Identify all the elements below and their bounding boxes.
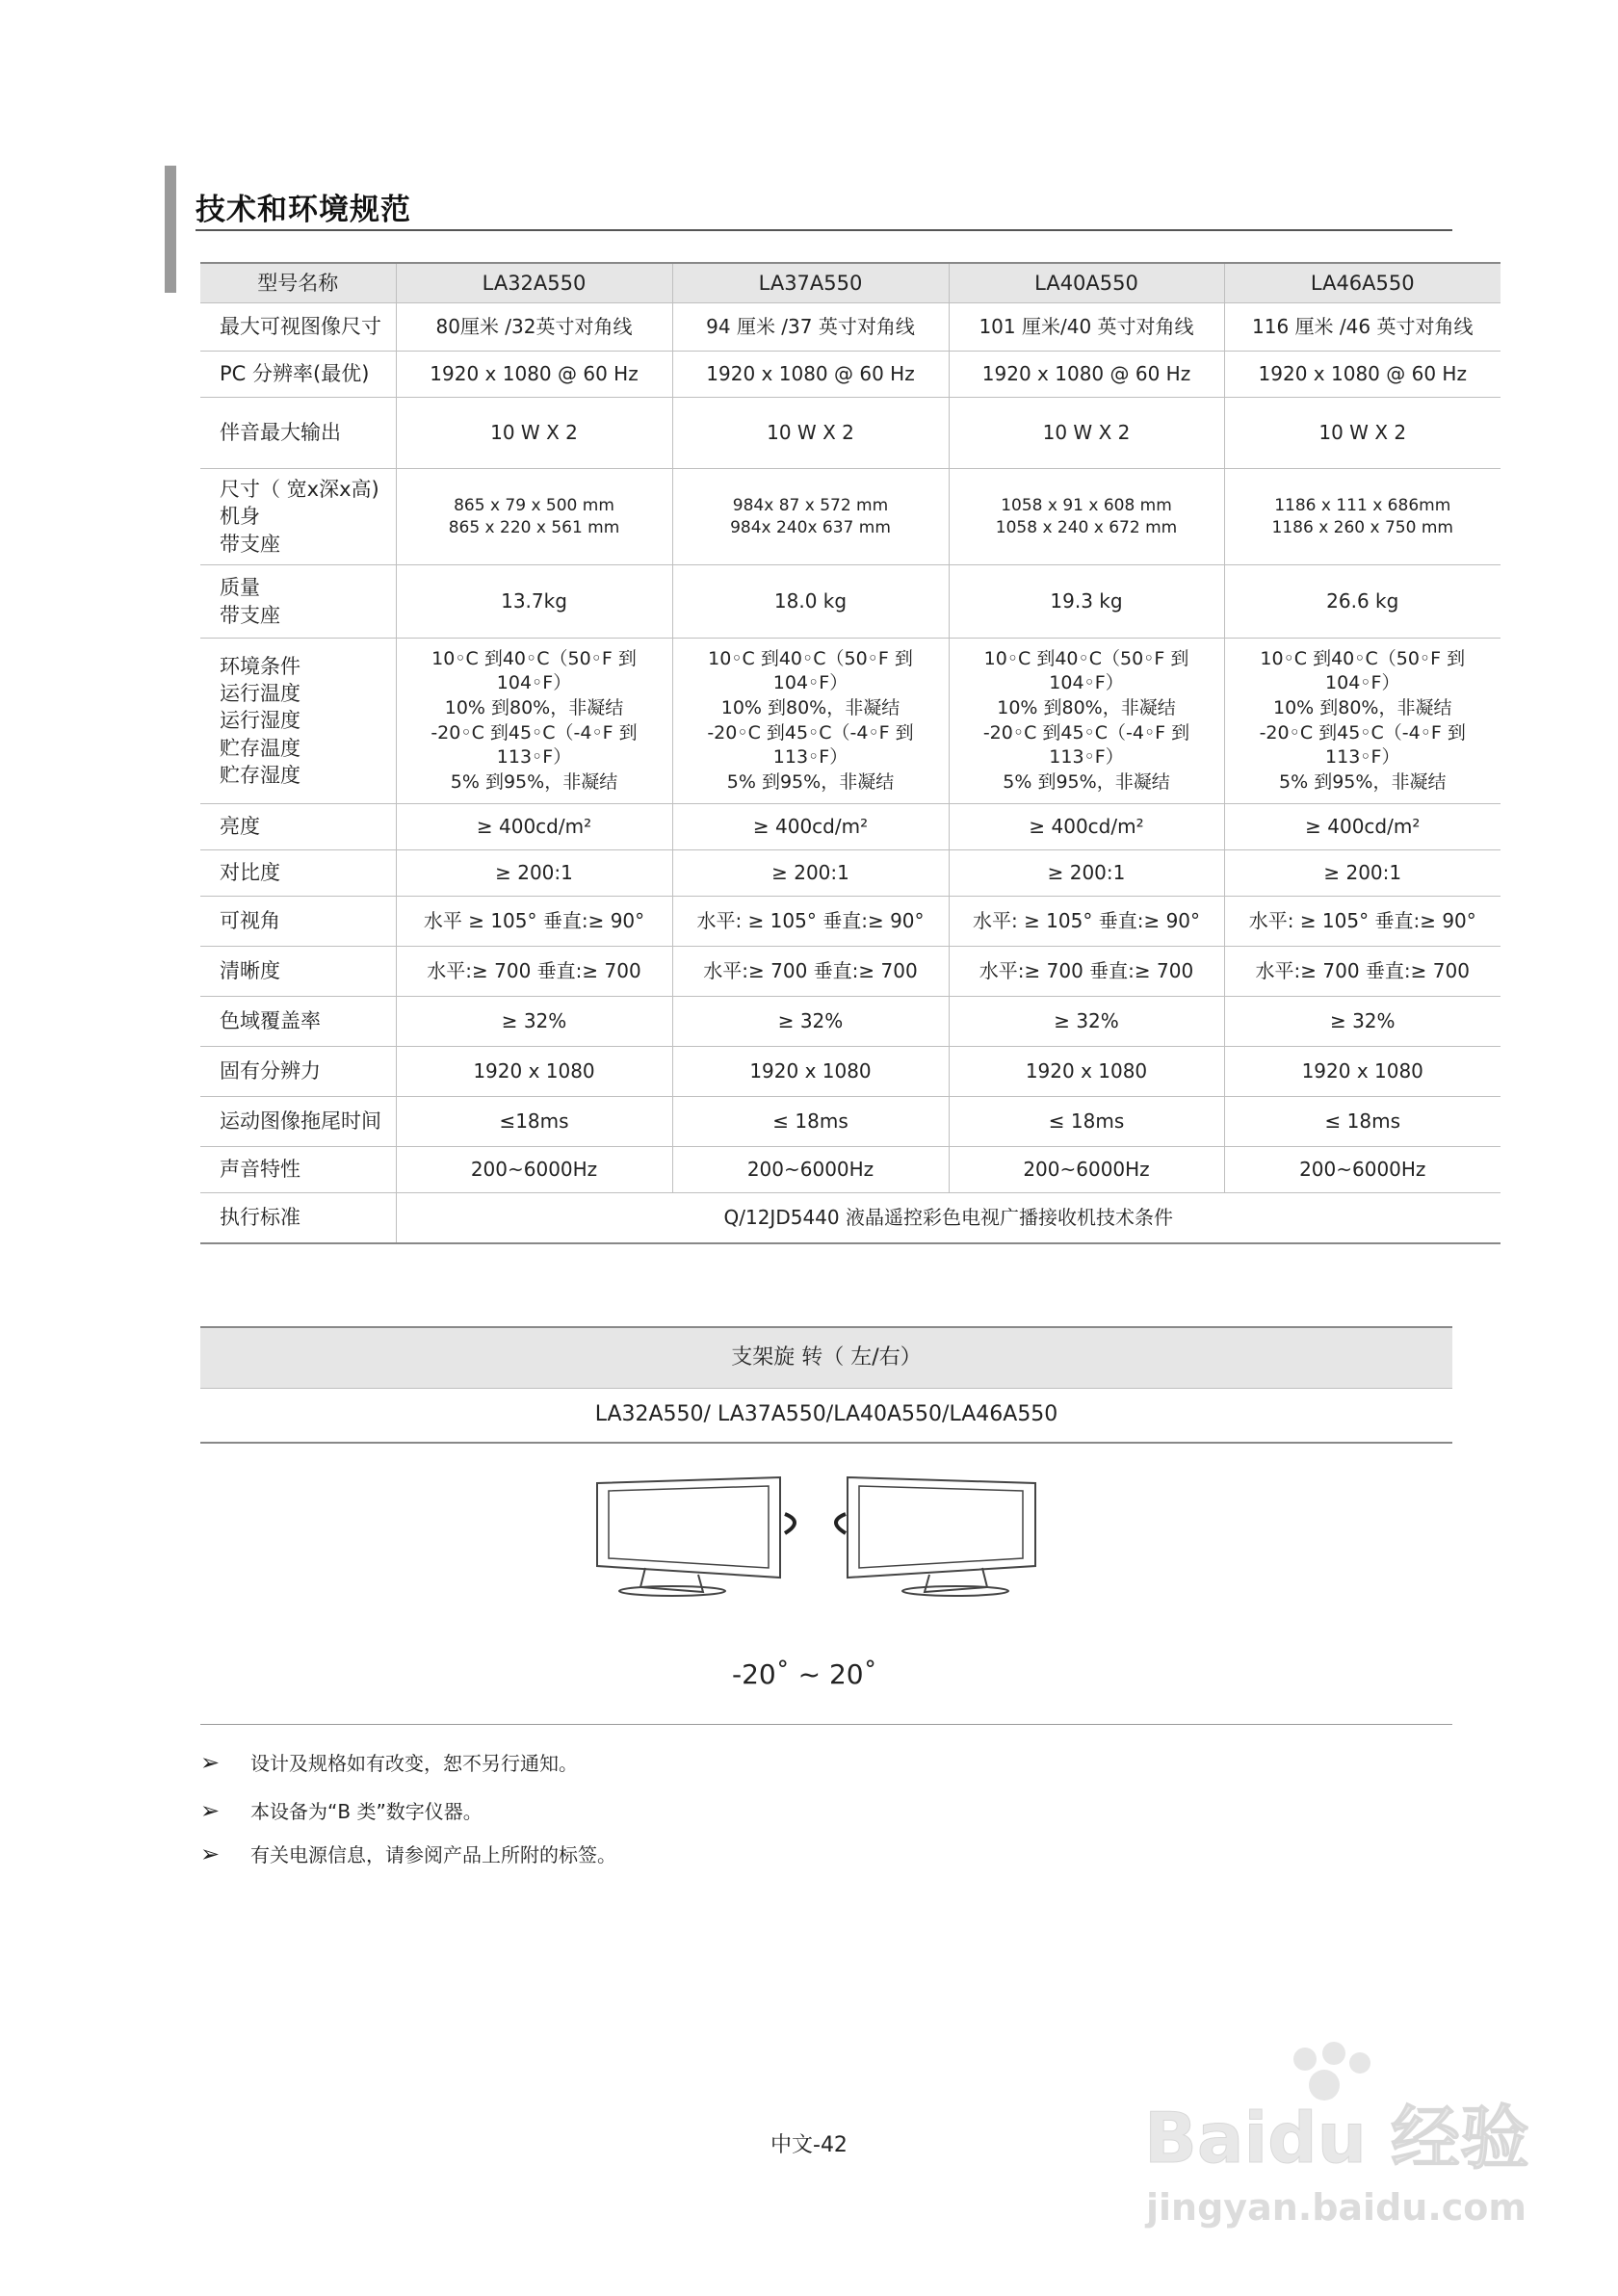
table-cell: 水平:≥ 700 垂直:≥ 700 xyxy=(396,947,672,997)
table-cell: 200~6000Hz xyxy=(672,1147,949,1193)
table-cell: 200~6000Hz xyxy=(1224,1147,1501,1193)
row-label: 色域覆盖率 xyxy=(200,997,396,1047)
table-cell: ≥ 200:1 xyxy=(396,850,672,897)
table-row-contrast xyxy=(200,850,1501,897)
header-la40: LA40A550 xyxy=(949,263,1224,303)
table-cell: ≤ 18ms xyxy=(672,1097,949,1147)
page-title: 技术和环境规范 xyxy=(196,193,411,227)
rotation-header: 支架旋 转（ 左/右） xyxy=(200,1326,1452,1389)
table-cell: ≥ 200:1 xyxy=(1224,850,1501,897)
tv-left-icon xyxy=(597,1477,780,1596)
table-cell: 19.3 kg xyxy=(949,565,1224,639)
row-label: 质量 带支座 xyxy=(200,565,396,639)
section-marker-bar xyxy=(165,166,176,293)
header-la46: LA46A550 xyxy=(1224,263,1501,303)
arrow-right-icon: ➢ xyxy=(200,1797,221,1824)
table-row-pc-resolution xyxy=(200,352,1501,398)
table-cell: 1920 x 1080 xyxy=(396,1047,672,1097)
note-item xyxy=(200,1839,616,1867)
header-la32: LA32A550 xyxy=(396,263,672,303)
table-cell: 94 厘米 /37 英寸对角线 xyxy=(672,303,949,352)
arrow-right-icon: ➢ xyxy=(200,1840,221,1867)
table-row-native-resolution xyxy=(200,1047,1501,1097)
table-cell: ≤ 18ms xyxy=(949,1097,1224,1147)
table-row-resolution-lines xyxy=(200,947,1501,997)
table-cell: 水平: ≥ 105° 垂直:≥ 90° xyxy=(672,897,949,947)
row-label: 环境条件 运行温度 运行湿度 贮存温度 贮存湿度 xyxy=(200,639,396,804)
table-row-viewing-angle xyxy=(200,897,1501,947)
arrow-right-icon: ➢ xyxy=(200,1749,221,1776)
table-cell: 18.0 kg xyxy=(672,565,949,639)
table-cell: ≥ 32% xyxy=(949,997,1224,1047)
note-item xyxy=(200,1796,483,1824)
table-cell: 10 W X 2 xyxy=(672,398,949,469)
table-cell: 200~6000Hz xyxy=(396,1147,672,1193)
table-cell: 10◦C 到40◦C（50◦F 到104◦F） 10% 到80%，非凝结 -20◦C 到45◦C（-4◦F 到113◦F） 5% 到95%，非凝结 xyxy=(396,639,672,804)
table-row-environment xyxy=(200,639,1501,804)
row-label: 对比度 xyxy=(200,850,396,897)
row-label: 亮度 xyxy=(200,804,396,850)
rotation-arrow-icon xyxy=(785,1514,846,1533)
table-row-max-image-size xyxy=(200,303,1501,352)
spec-table xyxy=(200,262,1501,1244)
table-cell: 10◦C 到40◦C（50◦F 到104◦F） 10% 到80%，非凝结 -20◦C 到45◦C（-4◦F 到113◦F） 5% 到95%，非凝结 xyxy=(672,639,949,804)
table-cell: 10 W X 2 xyxy=(1224,398,1501,469)
table-cell: 984x 87 x 572 mm 984x 240x 637 mm xyxy=(672,469,949,565)
row-label: 最大可视图像尺寸 xyxy=(200,303,396,352)
table-cell: 10 W X 2 xyxy=(949,398,1224,469)
table-cell: 1920 x 1080 xyxy=(672,1047,949,1097)
table-cell: 80厘米 /32英寸对角线 xyxy=(396,303,672,352)
table-cell: ≥ 400cd/m² xyxy=(672,804,949,850)
rotation-models: LA32A550/ LA37A550/LA40A550/LA46A550 xyxy=(200,1388,1452,1444)
table-row-response-time xyxy=(200,1097,1501,1147)
row-label: 运动图像拖尾时间 xyxy=(200,1097,396,1147)
row-label: PC 分辨率(最优) xyxy=(200,352,396,398)
table-header-row xyxy=(200,263,1501,303)
table-cell: 865 x 79 x 500 mm 865 x 220 x 561 mm xyxy=(396,469,672,565)
table-cell: 200~6000Hz xyxy=(949,1147,1224,1193)
note-text: 本设备为“B 类”数字仪器。 xyxy=(250,1800,483,1823)
table-cell: 1920 x 1080 @ 60 Hz xyxy=(396,352,672,398)
table-row-dimensions xyxy=(200,469,1501,565)
note-text: 有关电源信息，请参阅产品上所附的标签。 xyxy=(250,1843,616,1866)
row-label: 执行标准 xyxy=(200,1193,396,1243)
table-cell: 101 厘米/40 英寸对角线 xyxy=(949,303,1224,352)
table-cell: 10◦C 到40◦C（50◦F 到104◦F） 10% 到80%，非凝结 -20◦C 到45◦C（-4◦F 到113◦F） 5% 到95%，非凝结 xyxy=(949,639,1224,804)
table-cell: 1920 x 1080 @ 60 Hz xyxy=(672,352,949,398)
table-cell: 116 厘米 /46 英寸对角线 xyxy=(1224,303,1501,352)
standard-value: Q/12JD5440 液晶遥控彩色电视广播接收机技术条件 xyxy=(396,1193,1501,1243)
table-cell: ≥ 32% xyxy=(1224,997,1501,1047)
table-row-color-gamut xyxy=(200,997,1501,1047)
table-cell: ≤ 18ms xyxy=(1224,1097,1501,1147)
tv-swivel-illustration xyxy=(587,1464,1050,1608)
tv-right-icon xyxy=(848,1477,1035,1596)
page-number: 中文-42 xyxy=(770,2133,848,2157)
note-text: 设计及规格如有改变，恕不另行通知。 xyxy=(250,1752,578,1775)
table-cell: 13.7kg xyxy=(396,565,672,639)
table-cell: 10 W X 2 xyxy=(396,398,672,469)
table-cell: 水平 ≥ 105° 垂直:≥ 90° xyxy=(396,897,672,947)
table-cell: 26.6 kg xyxy=(1224,565,1501,639)
table-cell: 1058 x 91 x 608 mm 1058 x 240 x 672 mm xyxy=(949,469,1224,565)
table-row-audio-response xyxy=(200,1147,1501,1193)
row-label: 声音特性 xyxy=(200,1147,396,1193)
table-cell: ≥ 200:1 xyxy=(672,850,949,897)
baidu-watermark xyxy=(1136,2042,1541,2254)
row-label: 尺寸（ 宽x深x高) 机身 带支座 xyxy=(200,469,396,565)
table-row-weight xyxy=(200,565,1501,639)
note-item xyxy=(200,1748,578,1776)
rotation-angle-range: -20˚ ~ 20˚ xyxy=(732,1658,877,1690)
table-cell: 水平:≥ 700 垂直:≥ 700 xyxy=(1224,947,1501,997)
table-cell: 1920 x 1080 xyxy=(949,1047,1224,1097)
table-cell: 1920 x 1080 @ 60 Hz xyxy=(1224,352,1501,398)
notes-divider xyxy=(200,1724,1452,1725)
table-cell: 10◦C 到40◦C（50◦F 到104◦F） 10% 到80%，非凝结 -20◦C 到45◦C（-4◦F 到113◦F） 5% 到95%，非凝结 xyxy=(1224,639,1501,804)
row-label: 伴音最大输出 xyxy=(200,398,396,469)
table-cell: 水平:≥ 700 垂直:≥ 700 xyxy=(672,947,949,997)
watermark-brand: Baidu 经验 xyxy=(1144,2098,1530,2179)
row-label: 固有分辨力 xyxy=(200,1047,396,1097)
table-cell: 水平:≥ 700 垂直:≥ 700 xyxy=(949,947,1224,997)
table-cell: 水平: ≥ 105° 垂直:≥ 90° xyxy=(949,897,1224,947)
table-cell: ≥ 32% xyxy=(396,997,672,1047)
table-cell: ≥ 400cd/m² xyxy=(949,804,1224,850)
table-cell: 1920 x 1080 @ 60 Hz xyxy=(949,352,1224,398)
table-row-brightness xyxy=(200,804,1501,850)
header-la37: LA37A550 xyxy=(672,263,949,303)
table-cell: 1920 x 1080 xyxy=(1224,1047,1501,1097)
row-label: 清晰度 xyxy=(200,947,396,997)
table-cell: ≥ 32% xyxy=(672,997,949,1047)
table-cell: ≥ 400cd/m² xyxy=(1224,804,1501,850)
table-cell: ≤18ms xyxy=(396,1097,672,1147)
header-model-name: 型号名称 xyxy=(200,263,396,303)
table-cell: ≥ 200:1 xyxy=(949,850,1224,897)
title-divider xyxy=(196,229,1452,231)
watermark-url: jingyan.baidu.com xyxy=(1146,2186,1527,2229)
table-cell: ≥ 400cd/m² xyxy=(396,804,672,850)
table-row-audio-output xyxy=(200,398,1501,469)
table-cell: 水平: ≥ 105° 垂直:≥ 90° xyxy=(1224,897,1501,947)
table-cell: 1186 x 111 x 686mm 1186 x 260 x 750 mm xyxy=(1224,469,1501,565)
table-row-standard xyxy=(200,1193,1501,1243)
row-label: 可视角 xyxy=(200,897,396,947)
